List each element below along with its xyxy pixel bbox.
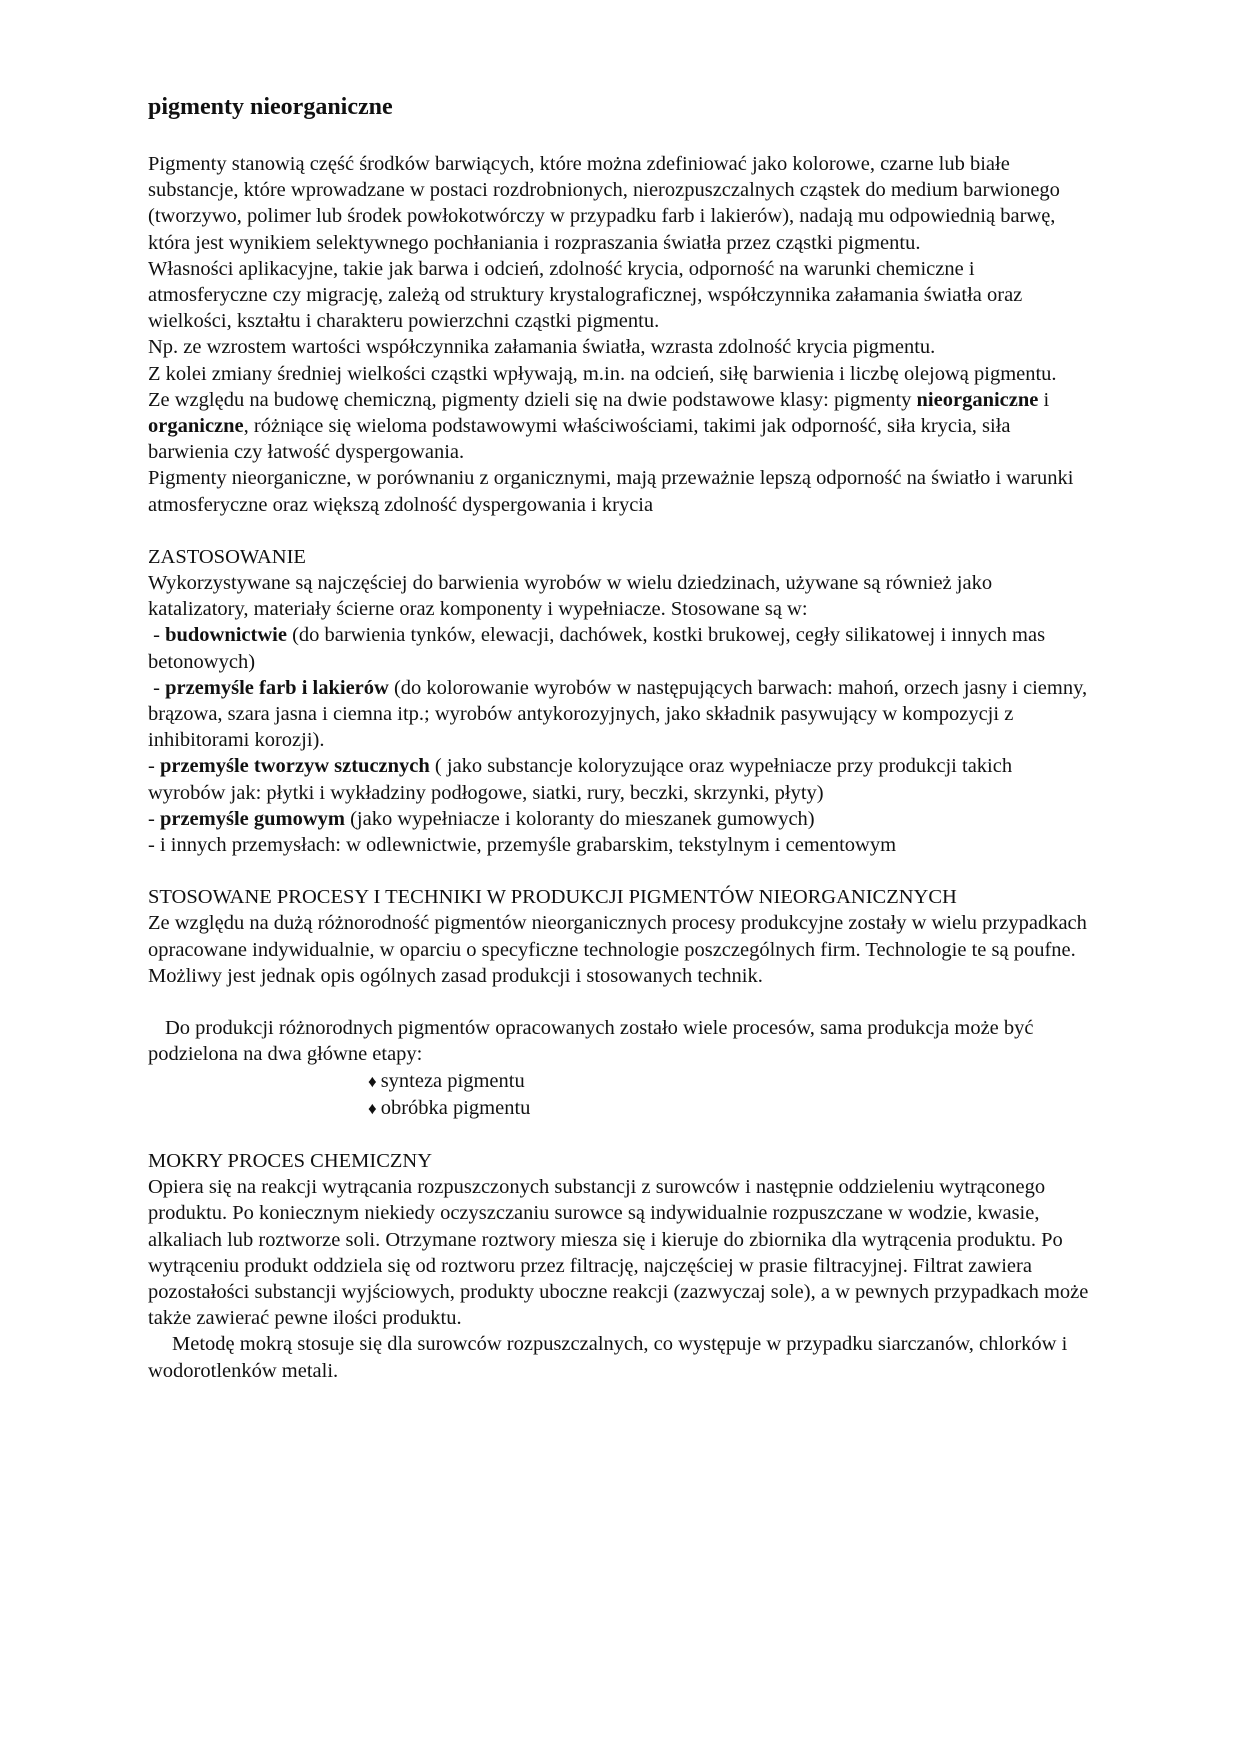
spacer — [148, 858, 1093, 884]
document-title: pigmenty nieorganiczne — [148, 94, 393, 120]
item-prefix: - — [148, 834, 160, 857]
bold-term-organiczne: organiczne — [148, 415, 244, 438]
mokry-section — [148, 1148, 1093, 1384]
item-bold-term: przemyśle tworzyw sztucznych — [159, 755, 430, 778]
intro-paragraph-2: Własności aplikacyjne, takie jak barwa i odcień, zdolność krycia, odporność na warunki chemiczne i atmosferyczne czy migrację, zależą od struktury krystalograficznej, współczynnika załamania światła oraz wielkości, kształtu i charakteru powierzchni cząstki pigmentu. — [148, 257, 1023, 333]
item-prefix: - — [148, 624, 166, 647]
intro-section — [148, 151, 1093, 518]
item-text: (jako wypełniacze i koloranty do mieszanek gumowych) — [344, 807, 815, 830]
procesy-section — [148, 884, 1093, 1122]
item-bold-term: przemyśle farb i lakierów — [165, 676, 389, 699]
section-heading-mokry: MOKRY PROCES CHEMICZNY — [148, 1149, 433, 1172]
text-run: Ze względu na budowę chemiczną, pigmenty dzieli się na dwie podstawowe klasy: pigmenty — [148, 388, 917, 411]
zastosowanie-list — [148, 622, 1093, 858]
bullet-item — [368, 1068, 1093, 1095]
mokry-paragraph-2: Metodę mokrą stosuje się dla surowców rozpuszczalnych, co występuje w przypadku siarczanów, chlorków i wodorotlenków metali. — [148, 1333, 1068, 1382]
zastosowanie-item — [148, 622, 1093, 674]
intro-paragraph-4: Z kolei zmiany średniej wielkości cząstki wpływają, m.in. na odcień, siłę barwienia i liczbę olejową pigmentu. — [148, 362, 1057, 385]
procesy-paragraph-2: Do produkcji różnorodnych pigmentów opracowanych zostało wiele procesów, sama produkcja może być podzielona na dwa główne etapy: — [148, 1017, 1034, 1066]
diamond-bullet-icon: ♦ — [368, 1098, 377, 1118]
bullet-text: synteza pigmentu — [380, 1069, 525, 1092]
diamond-bullet-icon: ♦ — [368, 1071, 377, 1091]
spacer — [148, 518, 1093, 544]
zastosowanie-lead: Wykorzystywane są najczęściej do barwienia wyrobów w wielu dziedzinach, używane są również jako katalizatory, materiały ścierne oraz komponenty i wypełniacze. Stosowane są w: — [148, 572, 993, 621]
zastosowanie-item — [148, 832, 1093, 858]
section-heading-zastosowanie: ZASTOSOWANIE — [148, 545, 306, 568]
zastosowanie-item — [148, 675, 1093, 754]
item-text: (do barwienia tynków, elewacji, dachówek, kostki brukowej, cegły silikatowej i innych mas betonowych) — [148, 624, 1046, 673]
section-heading-procesy: STOSOWANE PROCESY I TECHNIKI W PRODUKCJI PIGMENTÓW NIEORGANICZNYCH — [148, 886, 957, 909]
bullet-item — [368, 1095, 1093, 1122]
spacer — [148, 1122, 1093, 1148]
item-text: (do kolorowanie wyrobów w następujących barwach: mahoń, orzech jasny i ciemny, brązowa, szara jasna i ciemna itp.; wyrobów antykorozyjnych, jako składnik pasywujący w kompozycji z inhibitorami korozji). — [148, 676, 1088, 752]
item-text: ( jako substancje koloryzujące oraz wypełniacze przy produkcji takich wyrobów jak: płytki i wykładziny podłogowe, siatki, rury, beczki, skrzynki, płyty) — [148, 755, 1013, 804]
spacer — [148, 989, 1093, 1015]
item-prefix: - — [148, 807, 160, 830]
intro-paragraph-5 — [148, 387, 1093, 466]
item-text: i innych przemysłach: w odlewnictwie, przemyśle grabarskim, tekstylnym i cementowym — [159, 834, 897, 857]
document-page — [148, 92, 1093, 1384]
text-run: , różniące się wieloma podstawowymi właściwościami, takimi jak odporność, siła krycia, siła barwienia czy łatwość dyspergowania. — [148, 415, 1011, 464]
procesy-bullet-list — [148, 1068, 1093, 1122]
intro-paragraph-3: Np. ze wzrostem wartości współczynnika załamania światła, wzrasta zdolność krycia pigmentu. — [148, 336, 936, 359]
intro-paragraph-1: Pigmenty stanowią część środków barwiących, które można zdefiniować jako kolorowe, czarne lub białe substancje, które wprowadzane w postaci rozdrobnionych, nierozpuszczalnych cząstek do medium barwionego (tworzywo, polimer lub środek powłokotwórczy w przypadku farb i lakierów), nadają mu odpowiednią barwę, która jest wynikiem selektywnego pochłaniania i rozpraszania światła przez cząstki pigmentu. — [148, 153, 1060, 254]
mokry-paragraph-1: Opiera się na reakcji wytrącania rozpuszczonych substancji z surowców i następnie oddzieleniu wytrąconego produktu. Po koniecznym niekiedy oczyszczaniu surowce są indywidualnie rozpuszczane w wodzie, kwasie, alkaliach lub roztworze soli. Otrzymane roztwory miesza się i kieruje do zbiornika dla wytrącenia produktu. Po wytrąceniu produkt oddziela się od roztworu przez filtrację, najczęściej w prasie filtracyjnej. Filtrat zawiera pozostałości substancji wyjściowych, produkty uboczne reakcji (zazwyczaj sole), a w pewnych przypadkach może także zawierać pewne ilości produktu. — [148, 1176, 1089, 1330]
intro-paragraph-6: Pigmenty nieorganiczne, w porównaniu z organicznymi, mają przeważnie lepszą odporność na światło i warunki atmosferyczne oraz większą zdolność dyspergowania i krycia — [148, 467, 1074, 516]
zastosowanie-item — [148, 753, 1093, 805]
procesy-paragraph-1: Ze względu na dużą różnorodność pigmentów nieorganicznych procesy produkcyjne zostały w wielu przypadkach opracowane indywidualnie, w oparciu o specyficzne technologie poszczególnych firm. Technologie te są poufne. Możliwy jest jednak opis ogólnych zasad produkcji i stosowanych technik. — [148, 912, 1087, 987]
bullet-text: obróbka pigmentu — [380, 1096, 531, 1119]
item-bold-term: przemyśle gumowym — [159, 807, 345, 830]
zastosowanie-section — [148, 544, 1093, 858]
bold-term-nieorganiczne: nieorganiczne — [916, 388, 1039, 411]
item-prefix: - — [148, 676, 166, 699]
zastosowanie-item — [148, 806, 1093, 832]
item-prefix: - — [148, 755, 160, 778]
text-run: i — [1038, 388, 1050, 411]
item-bold-term: budownictwie — [165, 624, 287, 647]
